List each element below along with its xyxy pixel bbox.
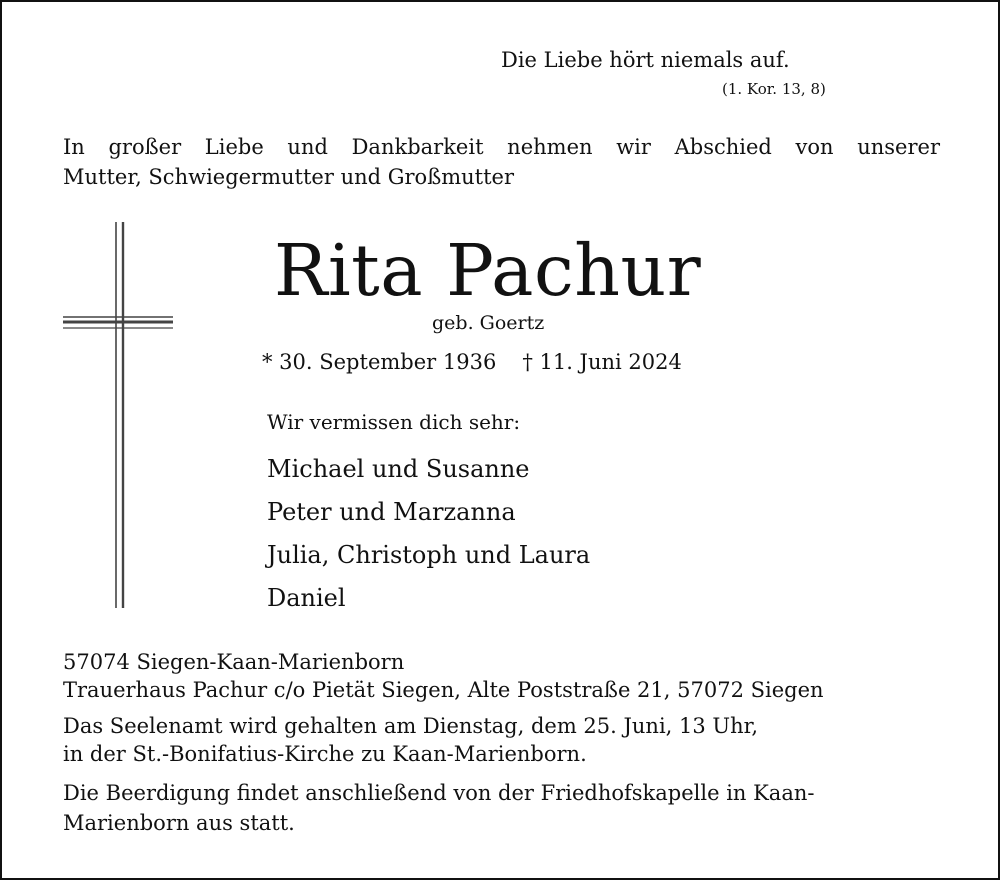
service-line-2: in der St.-Bonifatius-Kirche zu Kaan-Marienborn. [63,742,587,766]
intro-text [63,132,940,192]
mourners-list [267,448,590,620]
address-block [63,648,824,704]
life-dates [262,350,682,374]
burial-line-1: Die Beerdigung findet anschließend von der Friedhofskapelle in Kaan- [63,781,815,805]
mourner-name: Daniel [267,584,346,612]
mourner-name: Peter und Marzanna [267,498,516,526]
mourner-name: Julia, Christoph und Laura [267,541,591,569]
mourners-label: Wir vermissen dich sehr: [267,410,521,434]
birth-name: geb. Goertz [432,312,545,334]
intro-line-1: In großer Liebe und Dankbarkeit nehmen wir Abschied von unserer [63,135,940,159]
death-date: † 11. Juni 2024 [522,350,682,374]
service-line-1: Das Seelenamt wird gehalten am Dienstag, dem 25. Juni, 13 Uhr, [63,714,759,738]
address-line-1: 57074 Siegen-Kaan-Marienborn [63,650,405,674]
mourner-name: Michael und Susanne [267,455,530,483]
quote-text: Die Liebe hört niemals auf. [501,48,790,72]
intro-line-2: Mutter, Schwiegermutter und Großmutter [63,165,515,189]
burial-info [63,778,814,838]
service-info [63,712,758,768]
quote-reference: (1. Kor. 13, 8) [722,80,826,98]
address-line-2: Trauerhaus Pachur c/o Pietät Siegen, Alte Poststraße 21, 57072 Siegen [63,678,824,702]
christian-cross-icon [62,220,174,610]
deceased-name: Rita Pachur [274,229,702,312]
birth-date: * 30. September 1936 [262,350,497,374]
burial-line-2: Marienborn aus statt. [63,811,295,835]
